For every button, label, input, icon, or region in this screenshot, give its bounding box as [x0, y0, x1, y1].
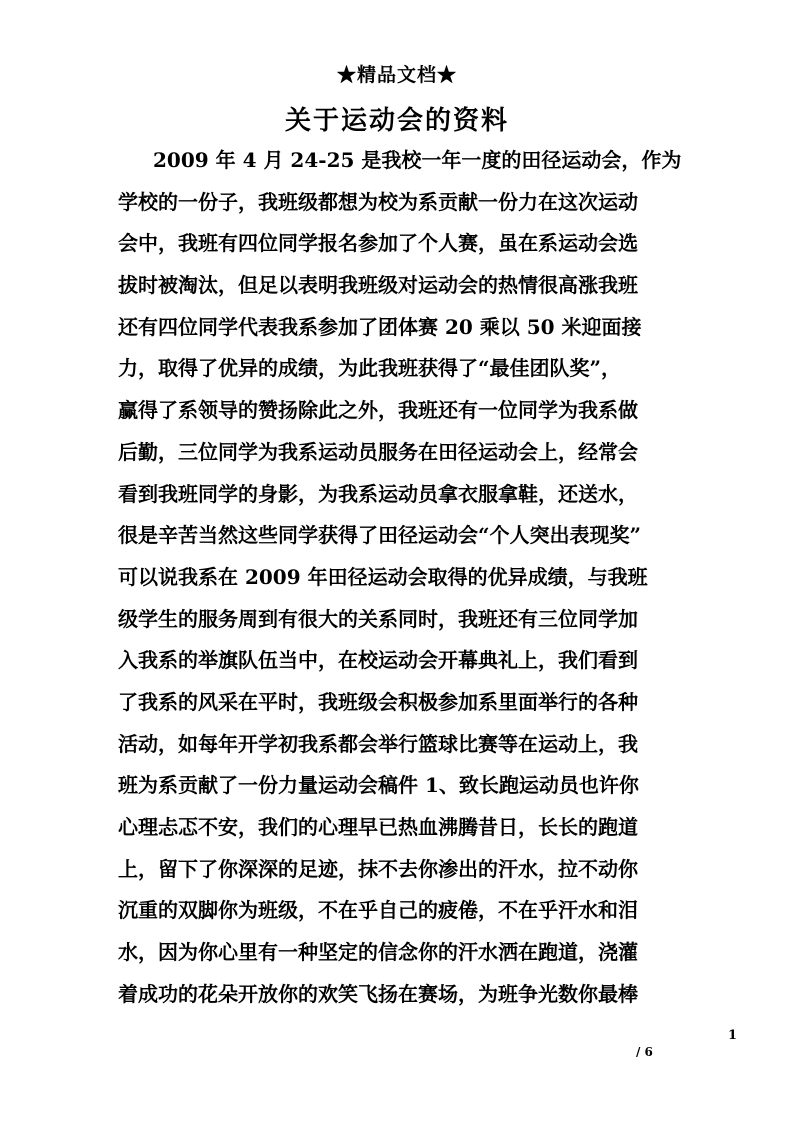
body-line: 看到我班同学的身影，为我系运动员拿衣服拿鞋，还送水， — [118, 481, 638, 506]
body-line: 后勤，三位同学为我系运动员服务在田径运动会上，经常会 — [118, 439, 638, 464]
body-line: 入我系的举旗队伍当中，在校运动会开幕典礼上，我们看到 — [118, 648, 638, 673]
body-line: 了我系的风采在平时，我班级会积极参加系里面举行的各种 — [118, 689, 638, 714]
body-line: 着成功的花朵开放你的欢笑飞扬在赛场，为班争光数你最棒 — [118, 981, 638, 1006]
document-title: 关于运动会的资料 — [284, 106, 509, 136]
body-text — [118, 140, 682, 1015]
body-line: 2009 年 4 月 24-25 是我校一年一度的田径运动会，作为 — [153, 148, 682, 172]
body-line: 活动，如每年开学初我系都会举行篮球比赛等在运动上，我 — [118, 731, 638, 756]
body-line: 很是辛苦当然这些同学获得了田径运动会“个人突出表现奖” — [118, 523, 642, 548]
body-line: 赢得了系领导的赞扬除此之外，我班还有一位同学为我系做 — [118, 398, 638, 423]
body-line: 可以说我系在 2009 年田径运动会取得的优异成绩，与我班 — [118, 564, 648, 589]
body-line: 上，留下了你深深的足迹，抹不去你渗出的汗水，拉不动你 — [118, 856, 638, 881]
body-line: 还有四位同学代表我系参加了团体赛 20 乘以 50 米迎面接 — [118, 314, 642, 339]
body-line: 会中，我班有四位同学报名参加了个人赛，虽在系运动会选 — [118, 231, 638, 256]
body-line: 水，因为你心里有一种坚定的信念你的汗水洒在跑道，浇灌 — [118, 940, 638, 965]
body-line: 级学生的服务周到有很大的关系同时，我班还有三位同学加 — [118, 606, 638, 631]
body-line: 心理忐忑不安，我们的心理早已热血沸腾昔日，长长的跑道 — [118, 815, 638, 839]
body-line: 沉重的双脚你为班级，不在乎自己的疲倦，不在乎汗水和泪 — [118, 898, 638, 923]
body-line: 班为系贡献了一份力量运动会稿件 1、致长跑运动员也许你 — [118, 773, 639, 798]
page-number: 1 — [728, 1028, 738, 1043]
page-total: / 6 — [636, 1045, 653, 1059]
body-line: 学校的一份子，我班级都想为校为系贡献一份力在这次运动 — [118, 189, 638, 214]
body-line: 力，取得了优异的成绩，为此我班获得了“最佳团队奖”， — [118, 356, 622, 381]
document-header-label: ★精品文档★ — [336, 64, 457, 86]
body-line: 拔时被淘汰，但足以表明我班级对运动会的热情很高涨我班 — [118, 273, 638, 298]
